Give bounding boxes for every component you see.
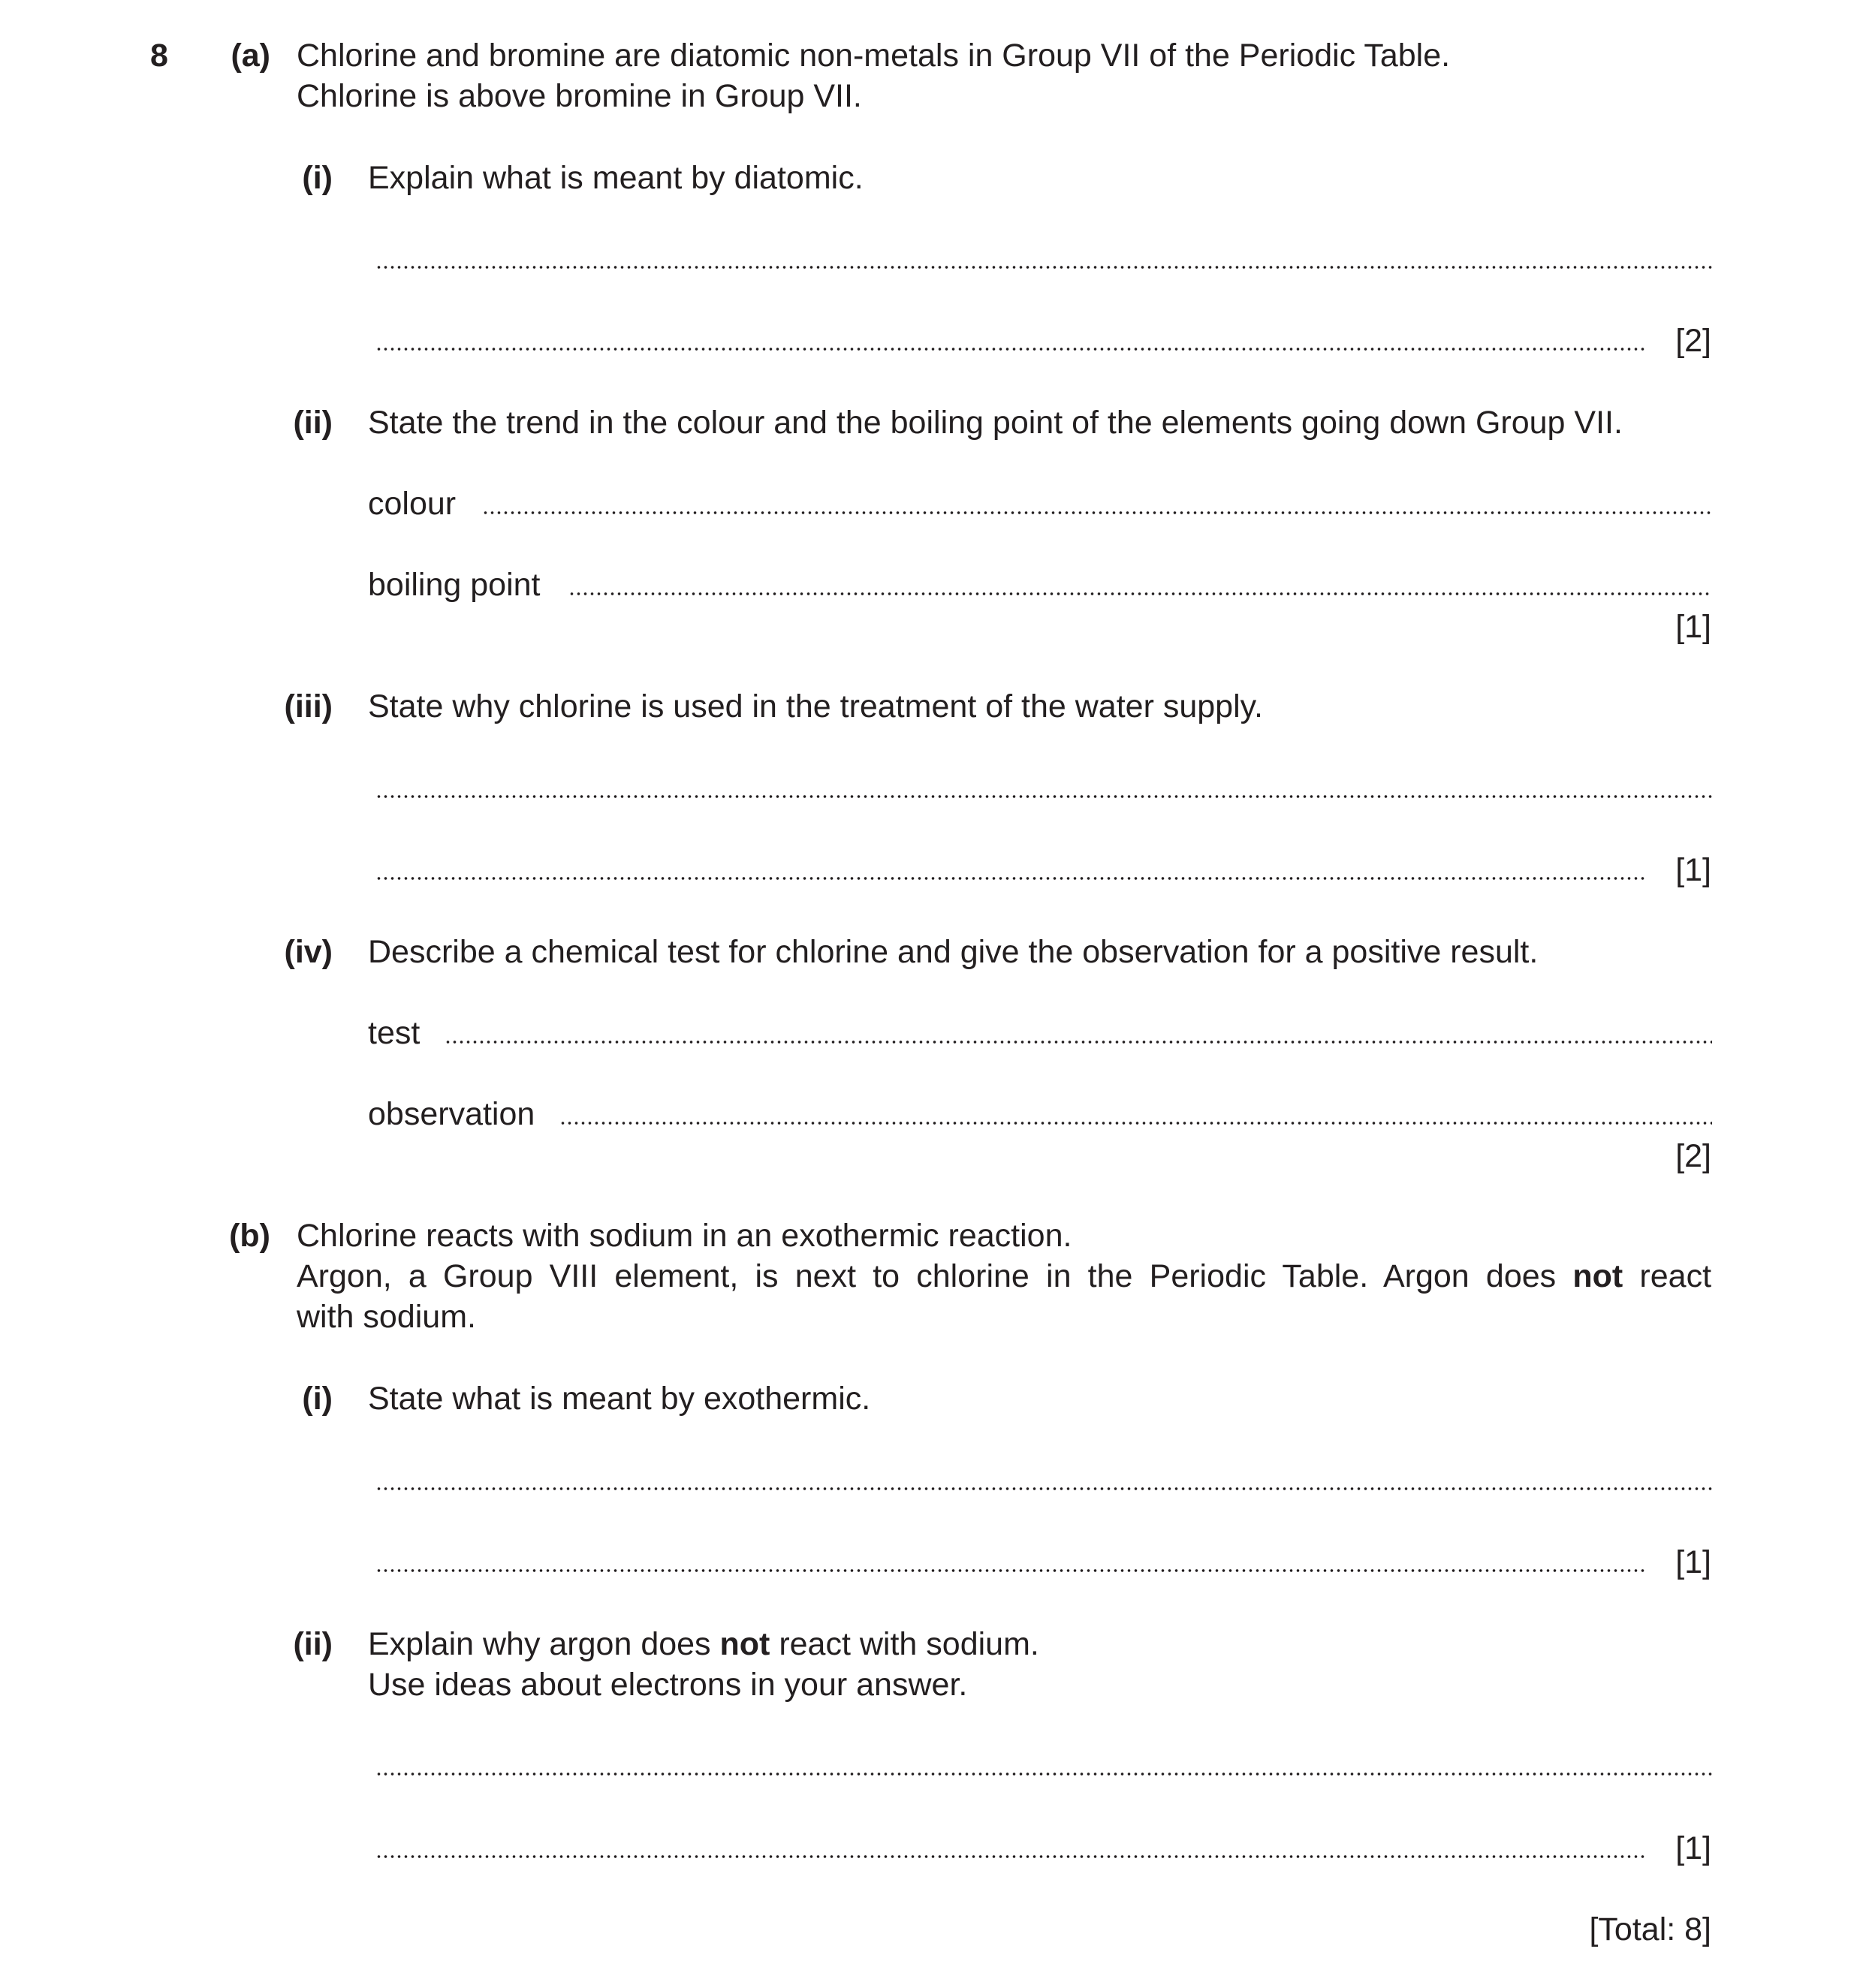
part-a-ii-text: State the trend in the colour and the boiling point of the elements going down Group VII.	[368, 405, 1623, 441]
mark-allocation: [1]	[1675, 609, 1711, 645]
test-label: test	[368, 1015, 421, 1051]
part-b-intro-line3: with sodium.	[297, 1299, 476, 1335]
part-b-ii-text-bold: not	[719, 1626, 770, 1662]
part-b-ii-text-pre: Explain why argon does	[368, 1626, 711, 1662]
part-b-ii-text-post: react with sodium.	[779, 1626, 1039, 1662]
part-a-i-label: (i)	[302, 160, 333, 196]
part-a-intro-line1: Chlorine and bromine are diatomic non-metals in Group VII of the Periodic Table.	[297, 38, 1451, 74]
colour-answer-line[interactable]	[482, 511, 1712, 515]
observation-answer-line[interactable]	[559, 1121, 1712, 1125]
test-answer-line[interactable]	[445, 1040, 1712, 1044]
total-marks: [Total: 8]	[1589, 1911, 1711, 1947]
part-b-label: (b)	[229, 1218, 270, 1254]
part-b-intro-line2-pre: Argon, a Group VIII element, is next to chlorine in the Periodic Table. Argon does	[297, 1258, 1557, 1294]
boiling-point-answer-line[interactable]	[568, 592, 1712, 596]
mark-allocation: [1]	[1675, 1544, 1711, 1580]
mark-allocation: [2]	[1675, 323, 1711, 359]
answer-line[interactable]	[375, 347, 1646, 351]
part-b-intro-line2	[297, 1256, 1711, 1297]
part-b-i-label: (i)	[302, 1381, 333, 1417]
part-b-ii-text	[368, 1624, 1039, 1664]
mark-allocation: [1]	[1675, 852, 1711, 888]
answer-line[interactable]	[375, 1568, 1646, 1573]
part-a-intro-line2: Chlorine is above bromine in Group VII.	[297, 78, 862, 114]
mark-allocation: [1]	[1675, 1830, 1711, 1866]
part-b-ii-text-line2: Use ideas about electrons in your answer.	[368, 1667, 968, 1703]
part-a-iv-text: Describe a chemical test for chlorine and give the observation for a positive result.	[368, 934, 1539, 970]
part-a-ii-label: (ii)	[293, 405, 333, 441]
answer-line[interactable]	[375, 1486, 1712, 1491]
colour-label: colour	[368, 486, 457, 522]
part-b-intro-line1: Chlorine reacts with sodium in an exothermic reaction.	[297, 1218, 1072, 1254]
answer-line[interactable]	[375, 265, 1712, 270]
part-a-iii-label: (iii)	[284, 688, 333, 724]
answer-line[interactable]	[375, 1772, 1712, 1776]
part-b-intro-line2-bold: not	[1572, 1258, 1623, 1294]
boiling-point-label: boiling point	[368, 567, 541, 603]
part-b-intro-line2-post: react	[1639, 1258, 1712, 1294]
answer-line[interactable]	[375, 794, 1712, 799]
part-b-i-text: State what is meant by exothermic.	[368, 1381, 871, 1417]
part-a-iv-label: (iv)	[284, 934, 333, 970]
answer-line[interactable]	[375, 876, 1646, 881]
part-b-ii-label: (ii)	[293, 1626, 333, 1662]
observation-label: observation	[368, 1096, 535, 1132]
answer-line[interactable]	[375, 1854, 1646, 1859]
question-number: 8	[150, 38, 168, 74]
part-a-i-text: Explain what is meant by diatomic.	[368, 160, 864, 196]
part-a-iii-text: State why chlorine is used in the treatment of the water supply.	[368, 688, 1263, 724]
part-a-label: (a)	[231, 38, 270, 74]
mark-allocation: [2]	[1675, 1138, 1711, 1174]
